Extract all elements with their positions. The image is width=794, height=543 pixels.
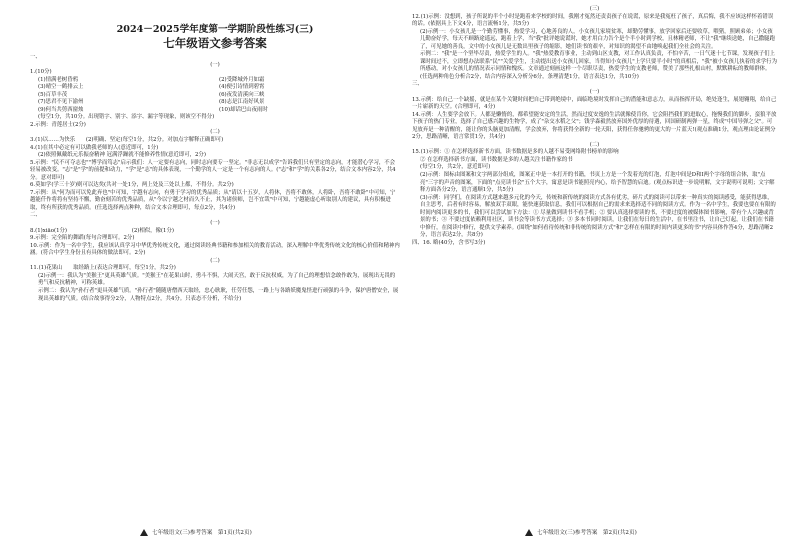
answer-item: (10)却话巴山夜雨时 (219, 106, 268, 113)
exam-title: 2024－2025学年度第一学期阶段性练习(三) (116, 24, 314, 35)
question-2: 2.示例：青莲居士(2分) (30, 121, 86, 128)
answer-item: (5)百草丰茂 (38, 91, 68, 98)
subsection-heading: (三) (589, 6, 600, 12)
answer-item: (1)情满老树昏鸦 (38, 76, 78, 83)
question-11-example-2: 示例二：我认为"孙行者"更具英雄气质。"孙行者"随随唐僧西天取经，忠心耿耿，任劳任怨，一路上与各路妖魔鬼怪进行顽强的斗争，保护唐僧安全，展现出英雄的气质。(结合故事得分2分，人物特点2分，共4分。只表态不分析，不给分) (38, 287, 399, 302)
question-10: 10.示例：作为一名中学生，我应该认真学习中华优秀传统文化，通过阅读经典书籍和参加相关的教育活动，深入理解中华优秀传统文化的核心价值和精神内涵。(符合中学生身份且有具体的做法即可。2分) (30, 242, 400, 257)
warning-triangle-icon (140, 529, 148, 536)
question-11-example-1: (2)示例一：我认为"美猴王"更具英雄气质。"美猴王"在花果山时，勇斗不惧，大闹天宫，敢于反抗权威，为了自己的理想信念敢作敢为，展现出无畏的勇气和反抗精神，可称英雄。 (38, 272, 396, 287)
answer-item: (3)晴空一鹤排云上 (38, 84, 84, 91)
answer-item: (2)受降城外月如霜 (219, 76, 265, 83)
question-4: 4.(1)在其中必定有可以做我老师的人(意近即可，1分) (30, 144, 159, 151)
subsection-heading: (一) (210, 61, 220, 68)
section-three-heading: 三、 (412, 81, 423, 88)
question-15: 15.(1)示例：① 在怎样选择新书方面，读书数据是多的人越不易受网络附书榜单的影响 (412, 149, 619, 156)
subsection-heading: (二) (589, 141, 600, 148)
question-12-example-2: 示例二："我"是一个坚毕尽责，热爱学生的人。"我"热爱教育事业，主动到山区支教，对工作认真负责，不怕辛苦，一日气迷十七节课，发现孩子们上课时间过不，立即想办法联系"民""关爱学生，主动提出送小女孩儿回家，当得知小女孩儿"上学只要半小时"的真相后，"我"被小女孩儿执着的求学行为所感动，对小女孩儿的情况表示同情和愧疚。文章通过刻画这样一个尽职尽责，热爱学生的支教老师，赞美了那些扎根山村，默默耕耘的教师群体。(任选两种角色分析合2分，结合内容深入分析分6分，条理清楚1分，语言表达1分，共10分) (420, 51, 777, 80)
question-12: 12.(1)示例：没想到，孩子所说的半个小时是跑着来学校的时间，我刚才冤然还责责孩子在说谎，原来是我冤枉了孩子，真后悔，我不应该这样怀着错误的话。(依据具上下文4分，语言流畅1分，共5分) (412, 13, 774, 28)
subsection-heading: (二) (210, 257, 220, 264)
question-7: 7.示例：从"何为而可以免此弃也"中可知，宇越有志向，有勇于学习的优秀品质；从"请以十五岁，人将休，吾将不敢休，人将卧，吾将不敢卧"中可知，宁越能仟作将将有坚持不懈，勤奋刻苦的优秀品质，从"今以宁越之材而久不止，其为诸侯师，岂不宜哉"中可知，宁越能虚心听取别人的建议，具有积极进取，终有所获的优秀品质。(任选选择两点种种，结合文本合理即可，每点2分，共4分) (30, 189, 396, 211)
answer-item: (7)思君不见下渝州 (38, 99, 84, 106)
question-15-part-2: (2)示例：图标由图案和文字两部分组成，图案正中是一本打开的书籍，书页上方是一个发着光的灯泡，灯泡中间是D和I两个字母的组合体，取"点亮"三字的声音的图案，下面的"点亮读书会"五个大字，寓意是读书能照亮内心，给予智慧的启迪。(观点标识进一步说明解，文字说明可说明；文字解释方面各分2分，语言通顺1分，共5分) (420, 172, 775, 194)
answer-item: (6)夜发清溪向三峡 (219, 91, 265, 98)
warning-triangle-icon (525, 529, 533, 536)
subsection-heading: (一) (210, 220, 220, 227)
page-footer-text: 七年级语文(三)参考答案 第2页(共2页) (537, 530, 637, 536)
question-15-part-3: (3)示例：同学们，在阅读方式越来越多元化的今天，传统和新传统的阅读方式各有优劣，碎片式的阅读可以带来一种真实的阅读感受，能获得思维，自主思考，后者有时容易，解放双手双眼，能快速获取信息，我们可以根据自己的需求来选择适不同的阅读方式。作为一名中学生，我要也要在有限的时间内阅读更多的书，我们可以尝试加下方法：① 尽量做到读书不看手机；② 要认真选择要读的书，不要过度的被媒体图书影响，带有个人兴趣或背景的书；③ 不要过度依赖利用社区，读书会等读书方式选择；③ 多本书同时阅读，让我们在每日的生活中，在书里注书，让自己灯起，让我们在书籍中修行，在阅读中修行，提供文学素养。(围绕"如何看待传统和非传统的阅读方式"和"怎样在有限的时间内读更多的书"内容具体作答4分，思路清晰2分，语言表达2分，共8分) (420, 194, 776, 239)
question-14: 14.示例：人生要学会放下。人都是懒惰的，都希望能安定的生活，然而过度安逸的生活就像使肯你，它会阻挡我们的进取心，拖慢我们的脚步，蛮狼平放下孩子的热门专业，选择了自己感兴趣的生物学，成了"杂交水稻之父"；钱学森毅然放弃国外优厚的待遇，回国研制两弹一星，终成"中国导弹之父"。可见放弃是一种清醒的，能让你的头脑更加清醒，学会放弃，你将获得全新的一轮天阳，获得任你驰骋的更大的一片蓝天!(观点准确1分，观点理由论证例分2分，思路清晰，语言常贯1分，共4分) (412, 111, 777, 141)
exam-subtitle: 七年级语文参考答案 (163, 36, 267, 50)
section-one-heading: 一、 (30, 54, 41, 60)
right-footer (525, 528, 637, 536)
section-two-heading: 二、 (30, 212, 41, 219)
question-4-part-2: (2)依照佩戴纸元乐振奋精神 冠满浮躁就不能修养性情(意近即可，2分) (38, 152, 206, 159)
subsection-heading: (二) (210, 129, 220, 136)
answer-row (30, 77, 400, 85)
scoring-note: (每空1分，共2分，意近即可) (420, 164, 491, 171)
answer-row (30, 92, 400, 100)
answer-row (30, 99, 400, 107)
left-column (30, 6, 400, 303)
answer-item: (8)志是江南好风景 (219, 99, 265, 106)
question-9: 9.示例：完全陷的舞蹈(每句合理即可。2分) (30, 235, 135, 242)
question-6: 6.莫如学(学三十岁)则可以达矣(共对一处1分，两上处及三处以上都，不得分。共2分) (30, 182, 234, 189)
scoring-note: (每空1分，共10分。出现错字、别字、添字、漏字等现象，则该空不得分) (38, 114, 215, 121)
left-footer (140, 528, 252, 536)
right-column (412, 6, 777, 248)
question-8: 8.(1)xiāo(1分) (2)相似，像(1分) (30, 227, 174, 234)
question-13: 13.示例：给自己一个缺摇，就是在某个关键时间把自己带到绝境中，面临绝境时发挥自己的潜能和意志力，从而指挥开局，绝处逢生，展翅翱翔，给自己一片崭新的天空。(合理即可，4分) (412, 96, 777, 111)
question-1: 1.(10分) (30, 69, 52, 76)
subsection-heading: (一) (589, 89, 600, 96)
answer-item: (4)便引诗情到碧霄 (219, 84, 265, 91)
question-5: 5.示例："民不可夺志也""博学而笃志"启示我们：人一定要有志向，同时志向要专一坚定。"非志无以成学"告诉我们只有坚定的志向，才能潜心学习，不会轻易被改变。"志"是"学"的前提和动力，"学"是"志"的具体表现，一个勤学的人一定是一个有志向的人。("志"和"学"的关系各2分，结合文本内容2分，共4分。意对即可) (30, 159, 396, 181)
question-3: 3.(1)以……为快乐 (2)明确、坚定(每空1分，共2分。对加点字解释正确即可) (30, 137, 224, 144)
answer-row (30, 84, 400, 92)
question-12-example-1: (2)示例一：小女孩儿是一个勤劳懂事，热爱学习，心地善良的人，小女孩儿家境贫寒，却勤劳懂事，放学回家后还要收草，喂猪，照顾弟弟；小女孩儿勤奋好学，每天不顾路途遥远，跑着上学，当"我"批评她说谎时，她才用白力告个是个半小时到学校，且林精老师，不让"我"继续送她，自己撒腿跑了，可见她的善良，文中的小女孩儿是无数出里孩子的缩影，她们读书的艰辛，对知识的渴望不由地唤起我们全社会的关注。 (420, 28, 775, 50)
question-15-point-2: ② 在怎样选择新书方面，读书数据是多的人越关注书籍作家的书 (420, 156, 573, 163)
question-16: 四、16. 略(40分，含书写3分) (412, 239, 486, 246)
question-11: 11.(1)花果山 取经路上(表达合理即可，每空1分，共2分) (30, 265, 176, 272)
page-footer-text: 七年级语文(三)参考答案 第1页(共2页) (152, 530, 252, 536)
answer-item: (9)何当共剪西窗烛 (38, 106, 84, 113)
